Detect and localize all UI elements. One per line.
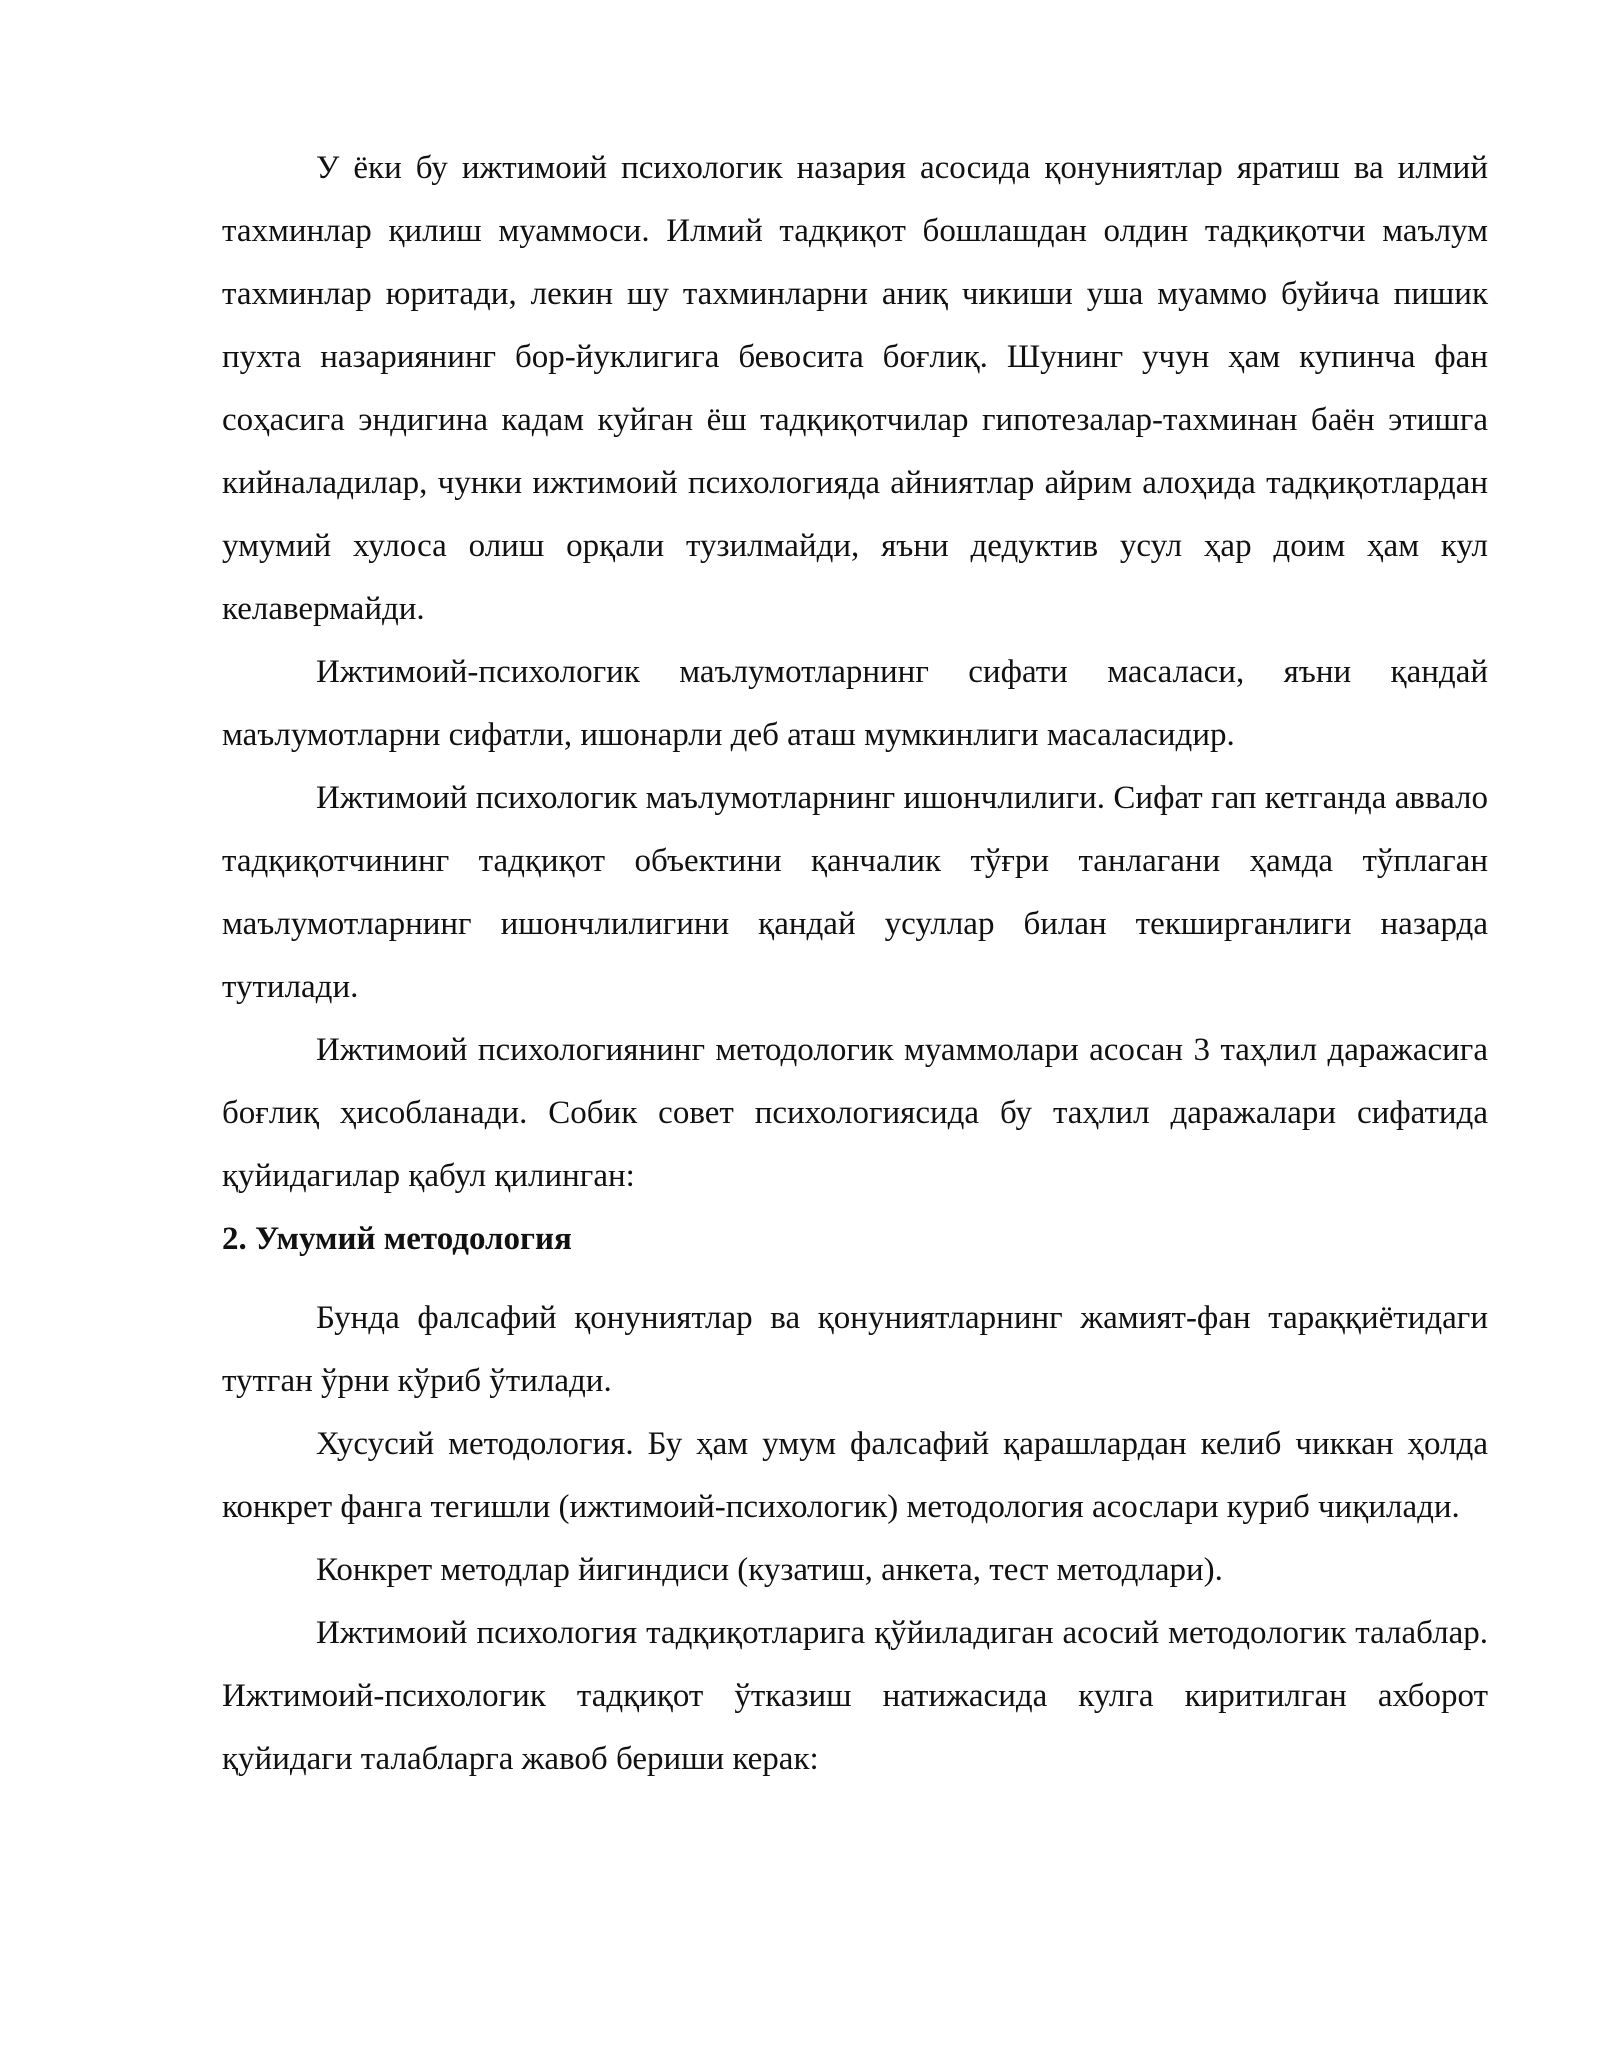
paragraph-data-quality: Ижтимоий-психологик маълумотларнинг сифати масаласи, яъни қандай маълумотларни сифатли, ишонарли деб аташ мумкинлиги масаласидир. xyxy=(222,654,1488,753)
paragraph-methodology-levels: Ижтимоий психологиянинг методологик муаммолари асосан 3 таҳлил даражасига боғлиқ ҳисобланади. Собик совет психологиясида бу таҳлил даражалари сифатида қуйидагилар қабул қилинган: xyxy=(222,1032,1488,1194)
paragraph-specific-methodology: Хусусий методология. Бу ҳам умум фалсафий қарашлардан келиб чиккан ҳолда конкрет фанга тегишли (ижтимоий-психологик) методология асослари куриб чиқилади. xyxy=(222,1426,1488,1525)
paragraph-methodological-requirements: Ижтимоий психология тадқиқотларига қўйиладиган асосий методологик талаблар. Ижтимоий-психологик тадқиқот ўтказиш натижасида кулга киритилган ахборот қуйидаги талабларга жавоб бериши керак: xyxy=(222,1615,1488,1777)
paragraph-general-methodology: Бунда фалсафий қонуниятлар ва қонуниятларнинг жамият-фан тараққиётидаги тутган ўрни кўриб ўтилади. xyxy=(222,1300,1488,1399)
paragraph-data-reliability: Ижтимоий психологик маълумотларнинг ишончлилиги. Сифат гап кетганда аввало тадқиқотчининг тадқиқот объектини қанчалик тўғри танлагани ҳамда тўплаган маълумотларнинг ишончлилигини қандай усуллар билан текширганлиги назарда тутилади. xyxy=(222,780,1488,1005)
paragraph-hypotheses: У ёки бу ижтимоий психологик назария асосида қонуниятлар яратиш ва илмий тахминлар қилиш муаммоси. Илмий тадқиқот бошлашдан олдин тадқиқотчи маълум тахминлар юритади, лекин шу тахминларни аниқ чикиши уша муаммо буйича пишик пухта назариянинг бор-йуклигига бевосита боғлиқ. Шунинг учун ҳам купинча фан соҳасига эндигина кадам куйган ёш тадқиқотчилар гипотезалар-тахминан баён этишга кийналадилар, чунки ижтимоий психологияда айниятлар айрим алоҳида тадқиқотлардан умумий хулоса олиш орқали тузилмайди, яъни дедуктив усул ҳар доим ҳам кул келавермайди. xyxy=(222,150,1488,627)
paragraph-concrete-methods: Конкрет методлар йигиндиси (кузатиш, анкета, тест методлари). xyxy=(316,1552,1223,1588)
document-body xyxy=(222,137,1488,1791)
section-heading: 2. Умумий методология xyxy=(222,1221,572,1257)
